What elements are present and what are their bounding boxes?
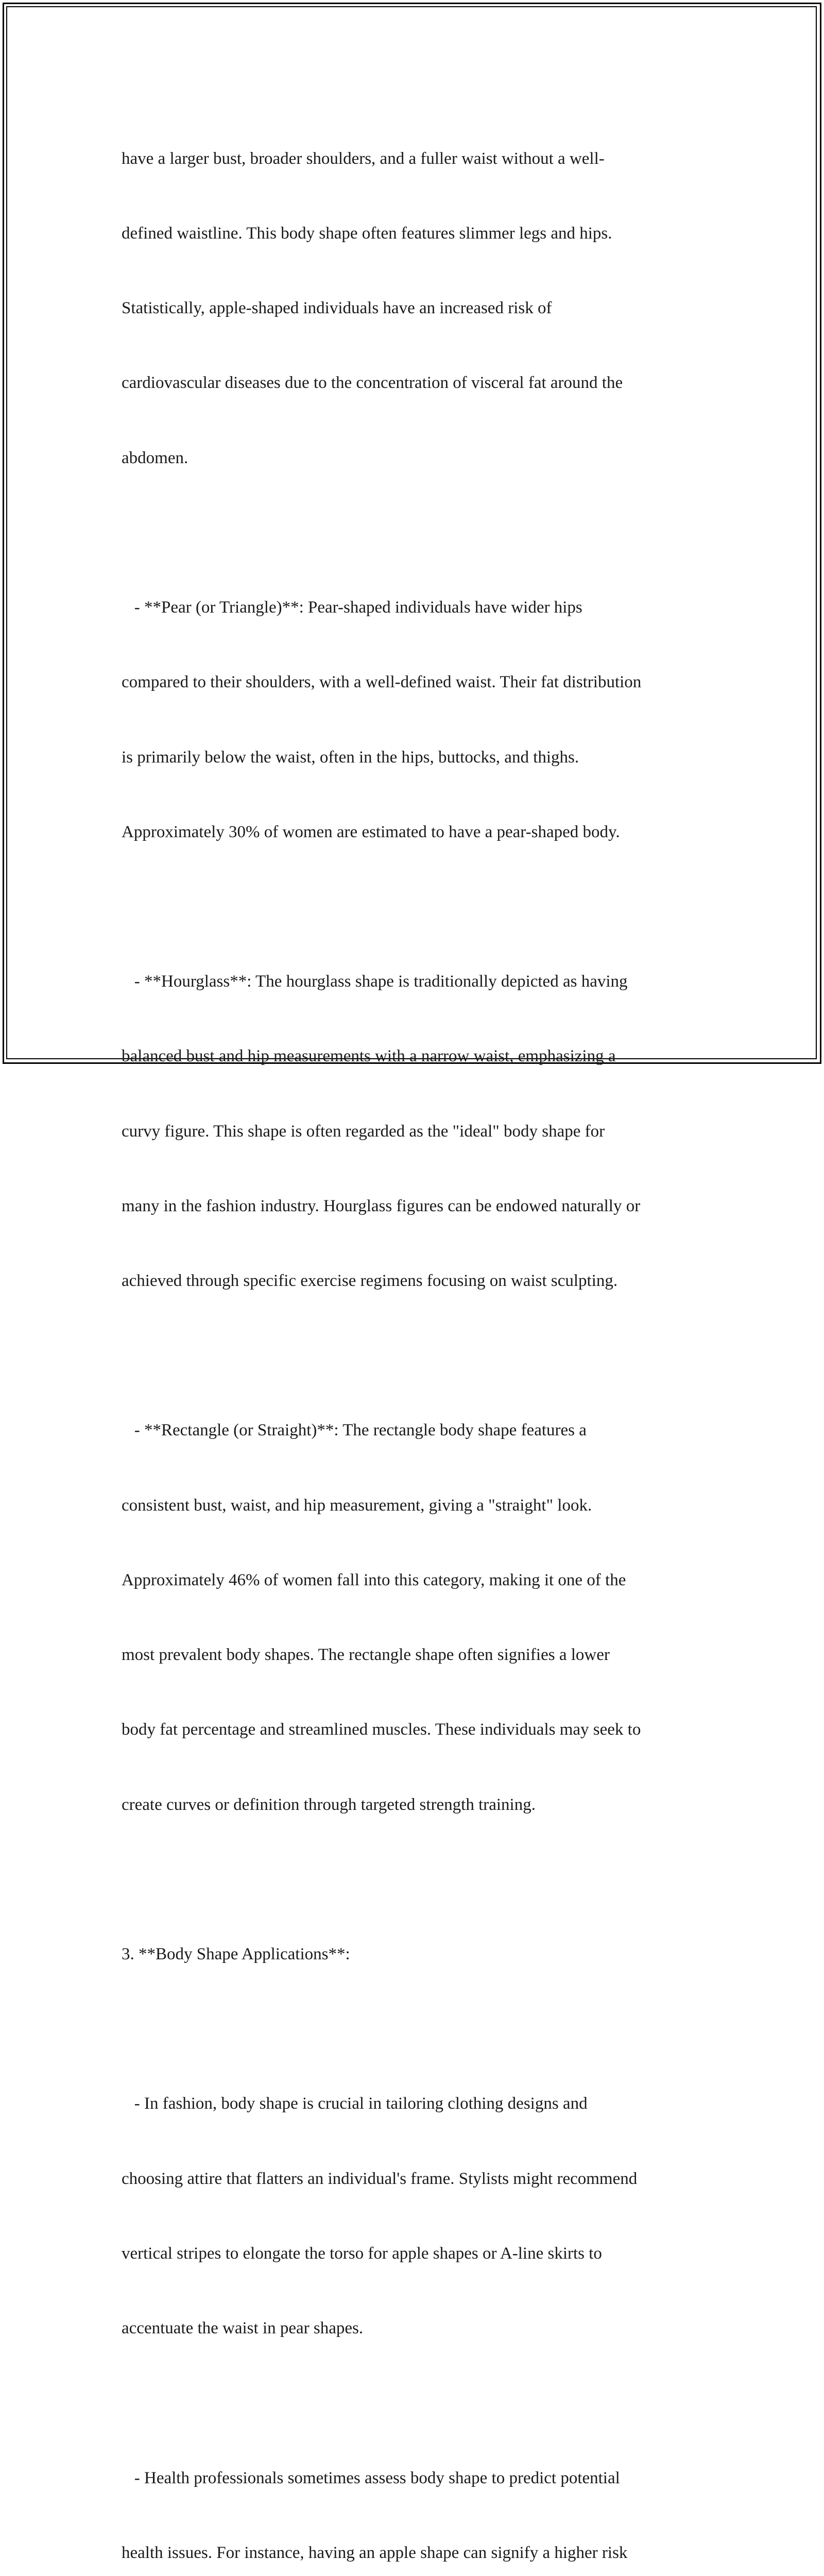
text-line: 3. **Body Shape Applications**: (122, 1945, 350, 1963)
text-line: choosing attire that flatters an individual's frame. Stylists might recommend (122, 2169, 638, 2188)
paragraph-pear (122, 545, 709, 894)
text-line: most prevalent body shapes. The rectangle shape often signifies a lower (122, 1646, 610, 1665)
text-line: consistent bust, waist, and hip measurement, giving a "straight" look. (122, 1496, 592, 1515)
text-line: many in the fashion industry. Hourglass figures can be endowed naturally or (122, 1196, 641, 1215)
document-body (122, 96, 709, 2576)
section-heading-applications (122, 1892, 709, 2016)
text-line: - **Hourglass**: The hourglass shape is traditionally depicted as having (122, 972, 628, 991)
text-line: vertical stripes to elongate the torso for apple shapes or A-line skirts to (122, 2244, 602, 2263)
text-line: - **Pear (or Triangle)**: Pear-shaped individuals have wider hips (122, 598, 582, 617)
text-line: cardiovascular diseases due to the concentration of visceral fat around the (122, 374, 623, 393)
text-line: is primarily below the waist, often in the hips, buttocks, and thighs. (122, 748, 579, 767)
paragraph-rectangle (122, 1368, 709, 1867)
text-line: Approximately 46% of women fall into this category, making it one of the (122, 1570, 626, 1589)
text-line: health issues. For instance, having an apple shape can signify a higher risk (122, 2543, 628, 2562)
text-line: achieved through specific exercise regimens focusing on waist sculpting. (122, 1272, 618, 1291)
paragraph-fashion (122, 2042, 709, 2391)
text-line: have a larger bust, broader shoulders, and a fuller waist without a well- (122, 149, 605, 168)
paragraph-hourglass (122, 919, 709, 1343)
text-line: create curves or definition through targeted strength training. (122, 1795, 536, 1814)
paragraph-apple-description (122, 96, 709, 520)
text-line: Approximately 30% of women are estimated to have a pear-shaped body. (122, 822, 620, 841)
text-line: compared to their shoulders, with a well-defined waist. Their fat distribution (122, 673, 642, 692)
text-line: Statistically, apple-shaped individuals have an increased risk of (122, 299, 552, 318)
text-line: curvy figure. This shape is often regarded as the "ideal" body shape for (122, 1122, 605, 1141)
text-line: balanced bust and hip measurements with a narrow waist, emphasizing a (122, 1047, 616, 1066)
text-line: - In fashion, body shape is crucial in tailoring clothing designs and (122, 2094, 588, 2113)
text-line: body fat percentage and streamlined muscles. These individuals may seek to (122, 1720, 641, 1739)
text-line: - **Rectangle (or Straight)**: The rectangle body shape features a (122, 1421, 587, 1440)
paragraph-health (122, 2416, 709, 2576)
text-line: defined waistline. This body shape often features slimmer legs and hips. (122, 224, 612, 243)
text-line: accentuate the waist in pear shapes. (122, 2319, 364, 2338)
text-line: - Health professionals sometimes assess body shape to predict potential (122, 2468, 620, 2487)
text-line: abdomen. (122, 448, 188, 467)
